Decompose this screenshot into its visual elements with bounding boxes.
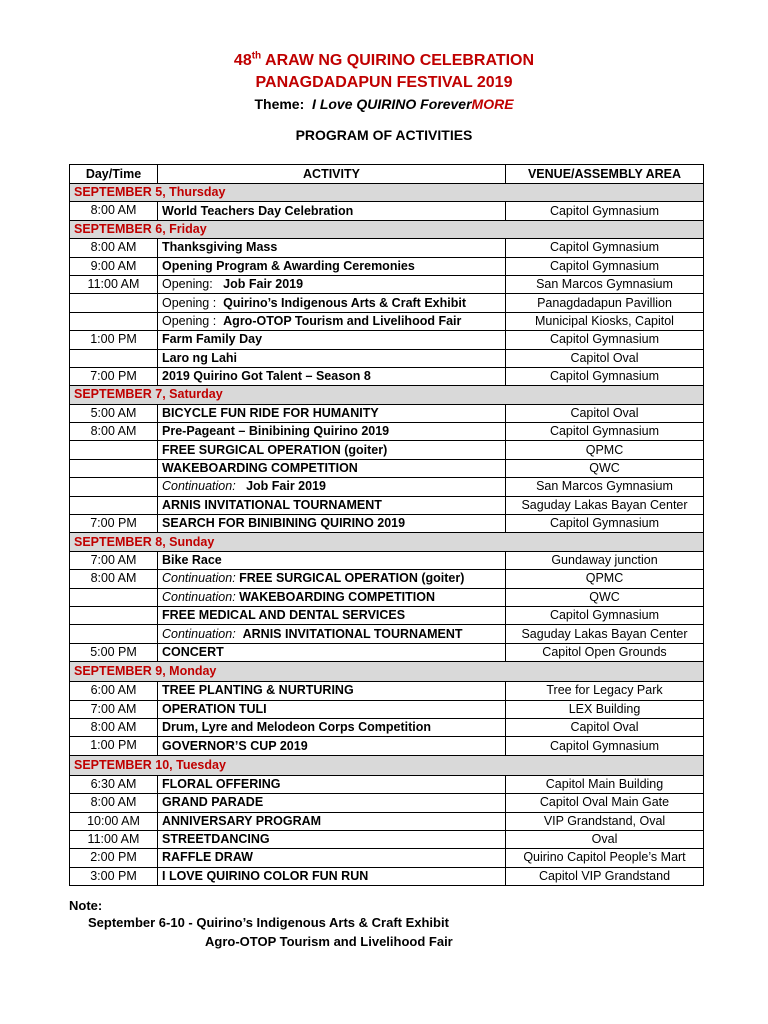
- activity-cell: [158, 700, 506, 718]
- time-cell: 8:00 AM: [70, 794, 158, 812]
- activity-name: OPERATION TULI: [162, 701, 267, 716]
- table-row: [70, 515, 704, 533]
- schedule-table: [69, 164, 704, 886]
- venue-cell: Saguday Lakas Bayan Center: [506, 496, 704, 514]
- table-row: [70, 404, 704, 422]
- time-cell: [70, 294, 158, 312]
- table-row: [70, 551, 704, 569]
- venue-cell: VIP Grandstand, Oval: [506, 812, 704, 830]
- time-cell: [70, 478, 158, 496]
- activity-cell: [158, 275, 506, 293]
- table-row: [70, 718, 704, 736]
- schedule-body: [70, 184, 704, 886]
- activity-name: RAFFLE DRAW: [162, 850, 253, 865]
- activity-cell: [158, 515, 506, 533]
- time-cell: 10:00 AM: [70, 812, 158, 830]
- activity-prefix: Continuation:: [162, 626, 243, 641]
- day-label: SEPTEMBER 7, Saturday: [70, 386, 704, 404]
- title-number: 48: [233, 52, 252, 69]
- activity-cell: [158, 643, 506, 661]
- venue-cell: Capitol VIP Grandstand: [506, 867, 704, 885]
- time-cell: 1:00 PM: [70, 331, 158, 349]
- activity-name: Laro ng Lahi: [162, 350, 237, 365]
- activity-prefix: Continuation:: [162, 479, 247, 494]
- day-header-row: [70, 662, 704, 682]
- activity-name: I LOVE QUIRINO COLOR FUN RUN: [162, 868, 369, 883]
- venue-cell: Capitol Oval Main Gate: [506, 794, 704, 812]
- header-daytime: Day/Time: [70, 165, 158, 184]
- venue-cell: Capitol Gymnasium: [506, 239, 704, 257]
- day-header-row: [70, 184, 704, 202]
- venue-cell: Capitol Gymnasium: [506, 367, 704, 385]
- venue-cell: Municipal Kiosks, Capitol: [506, 312, 704, 330]
- time-cell: 3:00 PM: [70, 867, 158, 885]
- time-cell: 6:00 AM: [70, 682, 158, 700]
- activity-cell: [158, 331, 506, 349]
- celebration-title: [0, 50, 768, 72]
- activity-name: FLORAL OFFERING: [162, 776, 281, 791]
- activity-cell: [158, 312, 506, 330]
- venue-cell: QPMC: [506, 570, 704, 588]
- activity-cell: [158, 441, 506, 459]
- venue-cell: Capitol Gymnasium: [506, 331, 704, 349]
- table-row: [70, 349, 704, 367]
- header-activity: ACTIVITY: [158, 165, 506, 184]
- venue-cell: QPMC: [506, 441, 704, 459]
- activity-name: Bike Race: [162, 553, 222, 567]
- day-label: SEPTEMBER 8, Sunday: [70, 533, 704, 551]
- time-cell: [70, 588, 158, 606]
- venue-cell: Capitol Gymnasium: [506, 423, 704, 441]
- activity-name: GRAND PARADE: [162, 795, 264, 810]
- table-row: [70, 849, 704, 867]
- time-cell: 8:00 AM: [70, 570, 158, 588]
- activity-name: ARNIS INVITATIONAL TOURNAMENT: [162, 497, 382, 512]
- time-cell: 11:00 AM: [70, 830, 158, 848]
- time-cell: 8:00 AM: [70, 718, 158, 736]
- activity-name: World Teachers Day Celebration: [162, 203, 354, 218]
- time-cell: 6:30 AM: [70, 775, 158, 793]
- day-header-row: [70, 220, 704, 238]
- activity-name: Opening Program & Awarding Ceremonies: [162, 258, 415, 273]
- table-row: [70, 643, 704, 661]
- activity-name: Agro-OTOP Tourism and Livelihood Fair: [223, 313, 462, 328]
- note-line-2: Agro-OTOP Tourism and Livelihood Fair: [205, 934, 453, 949]
- festival-title: PANAGDADAPUN FESTIVAL 2019: [255, 74, 513, 91]
- venue-cell: San Marcos Gymnasium: [506, 478, 704, 496]
- activity-name: SEARCH FOR BINIBINING QUIRINO 2019: [162, 516, 406, 531]
- activity-name: ARNIS INVITATIONAL TOURNAMENT: [242, 626, 463, 641]
- table-row: [70, 275, 704, 293]
- time-cell: 5:00 PM: [70, 643, 158, 661]
- activity-name: CONCERT: [162, 644, 224, 659]
- table-row: [70, 830, 704, 848]
- day-label: SEPTEMBER 6, Friday: [70, 220, 704, 238]
- activity-name: GOVERNOR’S CUP 2019: [162, 738, 308, 753]
- activity-cell: [158, 606, 506, 624]
- venue-cell: Capitol Gymnasium: [506, 606, 704, 624]
- venue-cell: Capitol Oval: [506, 404, 704, 422]
- theme-main: I Love QUIRINO Forever: [312, 96, 472, 112]
- venue-cell: Tree for Legacy Park: [506, 682, 704, 700]
- table-row: [70, 257, 704, 275]
- note-label: Note:: [69, 898, 103, 913]
- activity-prefix: Continuation:: [162, 571, 240, 586]
- activity-prefix: Opening:: [162, 277, 224, 292]
- activity-name: STREETDANCING: [162, 832, 270, 847]
- time-cell: 11:00 AM: [70, 275, 158, 293]
- activity-cell: [158, 812, 506, 830]
- table-row: [70, 331, 704, 349]
- table-row: [70, 682, 704, 700]
- title-ordinal: th: [251, 50, 262, 62]
- venue-cell: Capitol Main Building: [506, 775, 704, 793]
- venue-cell: QWC: [506, 588, 704, 606]
- day-label: SEPTEMBER 5, Thursday: [70, 184, 704, 202]
- activity-cell: [158, 588, 506, 606]
- activity-cell: [158, 794, 506, 812]
- venue-cell: Quirino Capitol People’s Mart: [506, 849, 704, 867]
- table-row: [70, 775, 704, 793]
- title-text: ARAW NG QUIRINO CELEBRATION: [261, 52, 535, 69]
- activity-name: Farm Family Day: [162, 332, 263, 347]
- activity-name: ANNIVERSARY PROGRAM: [162, 813, 322, 828]
- note-line-1: September 6-10 - Quirino’s Indigenous Arts & Craft Exhibit: [88, 915, 449, 930]
- activity-cell: [158, 775, 506, 793]
- time-cell: [70, 312, 158, 330]
- activity-cell: [158, 202, 506, 220]
- activity-name: Quirino’s Indigenous Arts & Craft Exhibit: [223, 295, 466, 310]
- table-row: [70, 588, 704, 606]
- document-header: [0, 50, 768, 114]
- time-cell: [70, 459, 158, 477]
- activity-cell: [158, 239, 506, 257]
- activity-cell: [158, 682, 506, 700]
- activity-prefix: Opening :: [162, 295, 224, 310]
- time-cell: 8:00 AM: [70, 202, 158, 220]
- activity-name: Pre-Pageant – Binibining Quirino 2019: [162, 424, 390, 439]
- time-cell: 7:00 AM: [70, 551, 158, 569]
- time-cell: 7:00 PM: [70, 515, 158, 533]
- activity-name: TREE PLANTING & NURTURING: [162, 683, 354, 698]
- activity-cell: [158, 257, 506, 275]
- day-label: SEPTEMBER 10, Tuesday: [70, 755, 704, 775]
- header-venue: VENUE/ASSEMBLY AREA: [506, 165, 704, 184]
- activity-cell: [158, 830, 506, 848]
- activity-cell: [158, 478, 506, 496]
- activity-cell: [158, 737, 506, 755]
- venue-cell: Capitol Gymnasium: [506, 257, 704, 275]
- table-row: [70, 459, 704, 477]
- activity-cell: [158, 718, 506, 736]
- activity-name: FREE SURGICAL OPERATION (goiter): [239, 571, 465, 586]
- venue-cell: San Marcos Gymnasium: [506, 275, 704, 293]
- activity-cell: [158, 349, 506, 367]
- venue-cell: QWC: [506, 459, 704, 477]
- time-cell: [70, 349, 158, 367]
- table-row: [70, 441, 704, 459]
- venue-cell: Capitol Oval: [506, 718, 704, 736]
- activity-name: WAKEBOARDING COMPETITION: [239, 589, 435, 604]
- time-cell: [70, 441, 158, 459]
- table-row: [70, 867, 704, 885]
- activity-prefix: Opening :: [162, 313, 224, 328]
- table-row: [70, 812, 704, 830]
- activity-cell: [158, 867, 506, 885]
- activity-name: 2019 Quirino Got Talent – Season 8: [162, 369, 371, 384]
- time-cell: 8:00 AM: [70, 239, 158, 257]
- time-cell: [70, 606, 158, 624]
- table-row: [70, 625, 704, 643]
- time-cell: 1:00 PM: [70, 737, 158, 755]
- venue-cell: Panagdadapun Pavillion: [506, 294, 704, 312]
- day-header-row: [70, 386, 704, 404]
- venue-cell: Capitol Oval: [506, 349, 704, 367]
- table-row: [70, 496, 704, 514]
- time-cell: 8:00 AM: [70, 423, 158, 441]
- table-row: [70, 202, 704, 220]
- table-row: [70, 606, 704, 624]
- activity-cell: [158, 849, 506, 867]
- theme-line: [0, 94, 768, 114]
- table-row: [70, 737, 704, 755]
- table-header-row: [70, 165, 704, 184]
- table-row: [70, 239, 704, 257]
- activity-cell: [158, 423, 506, 441]
- theme-label: Theme:: [254, 96, 305, 112]
- venue-cell: Capitol Gymnasium: [506, 737, 704, 755]
- program-title: PROGRAM OF ACTIVITIES: [295, 127, 473, 143]
- venue-cell: Gundaway junction: [506, 551, 704, 569]
- time-cell: 7:00 PM: [70, 367, 158, 385]
- table-row: [70, 294, 704, 312]
- time-cell: [70, 625, 158, 643]
- time-cell: [70, 496, 158, 514]
- activity-cell: [158, 367, 506, 385]
- activity-name: BICYCLE FUN RIDE FOR HUMANITY: [162, 405, 379, 420]
- time-cell: 9:00 AM: [70, 257, 158, 275]
- activity-cell: [158, 294, 506, 312]
- venue-cell: Capitol Gymnasium: [506, 202, 704, 220]
- activity-cell: [158, 496, 506, 514]
- day-header-row: [70, 533, 704, 551]
- activity-cell: [158, 459, 506, 477]
- activity-cell: [158, 570, 506, 588]
- table-row: [70, 794, 704, 812]
- table-row: [70, 423, 704, 441]
- activity-cell: [158, 404, 506, 422]
- time-cell: 5:00 AM: [70, 404, 158, 422]
- venue-cell: Capitol Open Grounds: [506, 643, 704, 661]
- activity-name: FREE MEDICAL AND DENTAL SERVICES: [162, 608, 406, 623]
- venue-cell: Capitol Gymnasium: [506, 515, 704, 533]
- activity-name: Thanksgiving Mass: [162, 240, 278, 255]
- activity-cell: [158, 625, 506, 643]
- activity-name: Drum, Lyre and Melodeon Corps Competition: [162, 720, 431, 735]
- activity-prefix: Continuation:: [162, 589, 240, 604]
- theme-more: MORE: [471, 96, 514, 112]
- venue-cell: LEX Building: [506, 700, 704, 718]
- activity-cell: [158, 551, 506, 569]
- activity-name: Job Fair 2019: [246, 479, 326, 494]
- time-cell: 7:00 AM: [70, 700, 158, 718]
- table-row: [70, 570, 704, 588]
- activity-name: FREE SURGICAL OPERATION (goiter): [162, 442, 388, 457]
- venue-cell: Oval: [506, 830, 704, 848]
- venue-cell: Saguday Lakas Bayan Center: [506, 625, 704, 643]
- table-row: [70, 700, 704, 718]
- day-label: SEPTEMBER 9, Monday: [70, 662, 704, 682]
- table-row: [70, 367, 704, 385]
- table-row: [70, 478, 704, 496]
- day-header-row: [70, 755, 704, 775]
- time-cell: 2:00 PM: [70, 849, 158, 867]
- activity-name: WAKEBOARDING COMPETITION: [162, 461, 358, 476]
- table-row: [70, 312, 704, 330]
- activity-name: Job Fair 2019: [223, 277, 304, 292]
